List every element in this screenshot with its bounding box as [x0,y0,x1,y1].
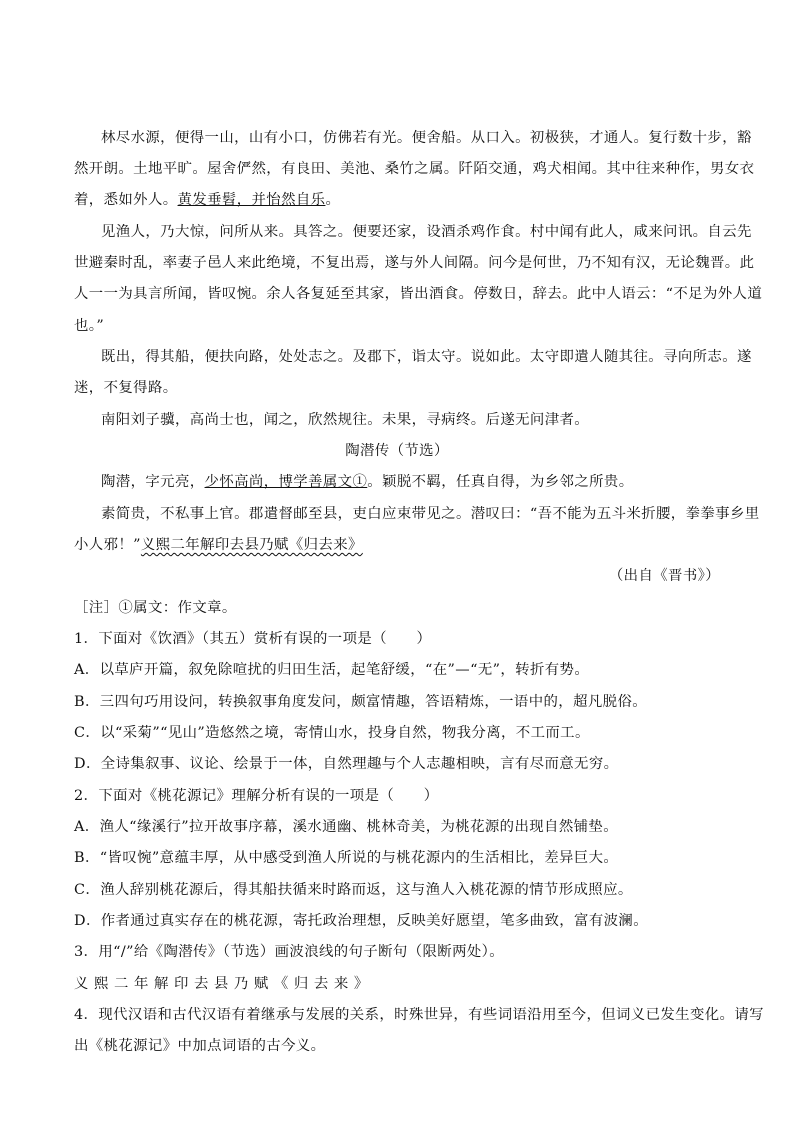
passage-p3-line1: 既出，得其船，便扶向路，处处志之。及郡下，诣太守。说如此。太守即遣人随其往。寻向所志。遂 [101,349,752,365]
question-2-stem: 2．下面对《桃花源记》理解分析有误的一项是（ ） [74,788,439,804]
wavy-underlined-sentence: 义熙二年解印去县乃赋《归去来》 [140,537,363,553]
question-1-option-c: C．以“采菊”“见山”造悠然之境，寄情山水，投身自然，物我分离，不工而工。 [74,725,590,741]
passage-p6-line1: 素简贵，不私事上官。郡遣督邮至县，吏白应束带见之。潜叹曰：“吾不能为五斗米折腰，拳拳事乡里 [101,506,760,522]
question-4-line1: 4．现代汉语和古代汉语有着继承与发展的关系，时殊世异，有些词语沿用至今，但词义已发生变化。请写 [74,1007,764,1023]
passage-p2-line3: 人一一为具言所闻，皆叹惋。余人各复延至其家，皆出酒食。停数日，辞去。此中人语云：“不足为外人道 [74,286,763,302]
underlined-sentence: 黄发垂髫，并怡然自乐 [177,192,326,208]
question-1-option-a: A．以草庐开篇，叙免除喧扰的归田生活，起笔舒缓，“在”—“无”，转折有势。 [74,662,590,678]
passage-p3-line2: 迷，不复得路。 [74,380,178,396]
question-2-option-b: B．“皆叹惋”意蕴丰厚，从中感受到渔人所说的与桃花源内的生活相比，差异巨大。 [74,850,619,866]
passage-p5-pre: 陶潜，字元亮， [101,474,205,490]
underlined-phrase: 少怀高尚，博学善属文① [204,474,368,490]
question-1-option-d: D．全诗集叙事、议论、绘景于一体，自然理趣与个人志趣相映，言有尽而意无穷。 [74,756,619,772]
question-1-option-b: B．三四句巧用设问，转换叙事角度发问，颇富情趣，答语精炼，一语中的，超凡脱俗。 [74,694,648,710]
passage-p2-line2: 世避秦时乱，率妻子邑人来此绝境，不复出焉，遂与外人间隔。问今是何世，乃不知有汉，无论魏晋。此 [74,255,755,271]
passage-p5-line1 [101,472,724,492]
passage-p1-line2: 然开朗。土地平旷。屋舍俨然，有良田、美池、桑竹之属。阡陌交通，鸡犬相闻。其中往来种作，男女衣 [74,161,755,177]
passage-p2-line4: 也。” [74,318,105,334]
passage-p1-line3-pre: 着，悉如外人。 [74,192,178,208]
question-3-answer-line: 义熙二年解印去县乃赋《归去来》 [74,976,374,992]
question-2-option-d: D．作者通过真实存在的桃花源，寄托政治理想，反映美好愿望，笔多曲致，富有波澜。 [74,913,648,929]
question-2-option-c: C．渔人辞别桃花源后，得其船扶循来时路而返，这与渔人入桃花源的情节形成照应。 [74,882,633,898]
question-1-stem: 1．下面对《饮酒》（其五）赏析有误的一项是（ ） [74,631,432,647]
passage-p6-pre: 小人邪！” [74,537,141,553]
passage-p2-line1: 见渔人，乃大惊，问所从来。具答之。便要还家，设酒杀鸡作食。村中闻有此人，咸来问讯。自云先 [101,224,752,240]
question-4-line2: 出《桃花源记》中加点词语的古今义。 [74,1038,326,1054]
annotation-note: ［注］①属文：作文章。 [74,600,237,616]
passage-p5-post: 。颖脱不羁，任真自得，为乡邻之所贵。 [367,474,634,490]
passage-source: （出自《晋书》） [608,568,720,584]
passage-title: 陶潜传（节选） [345,443,449,459]
question-2-option-a: A．渔人“缘溪行”拉开故事序幕，溪水通幽、桃林奇美，为桃花源的出现自然铺垫。 [74,819,618,835]
passage-p1-line3 [74,190,724,210]
passage-p4-line1: 南阳刘子骥，高尚士也，闻之，欣然规往。未果，寻病终。后遂无问津者。 [101,412,590,428]
question-3-stem: 3．用“/”给《陶潜传》（节选）画波浪线的句子断句（限断两处）。 [74,944,505,960]
passage-p1-line1: 林尽水源，便得一山，山有小口，仿佛若有光。便舍船。从口入。初极狭，才通人。复行数十步，豁 [101,130,752,146]
passage-p1-line3-post: 。 [325,192,341,208]
passage-p6-line2 [74,535,724,555]
